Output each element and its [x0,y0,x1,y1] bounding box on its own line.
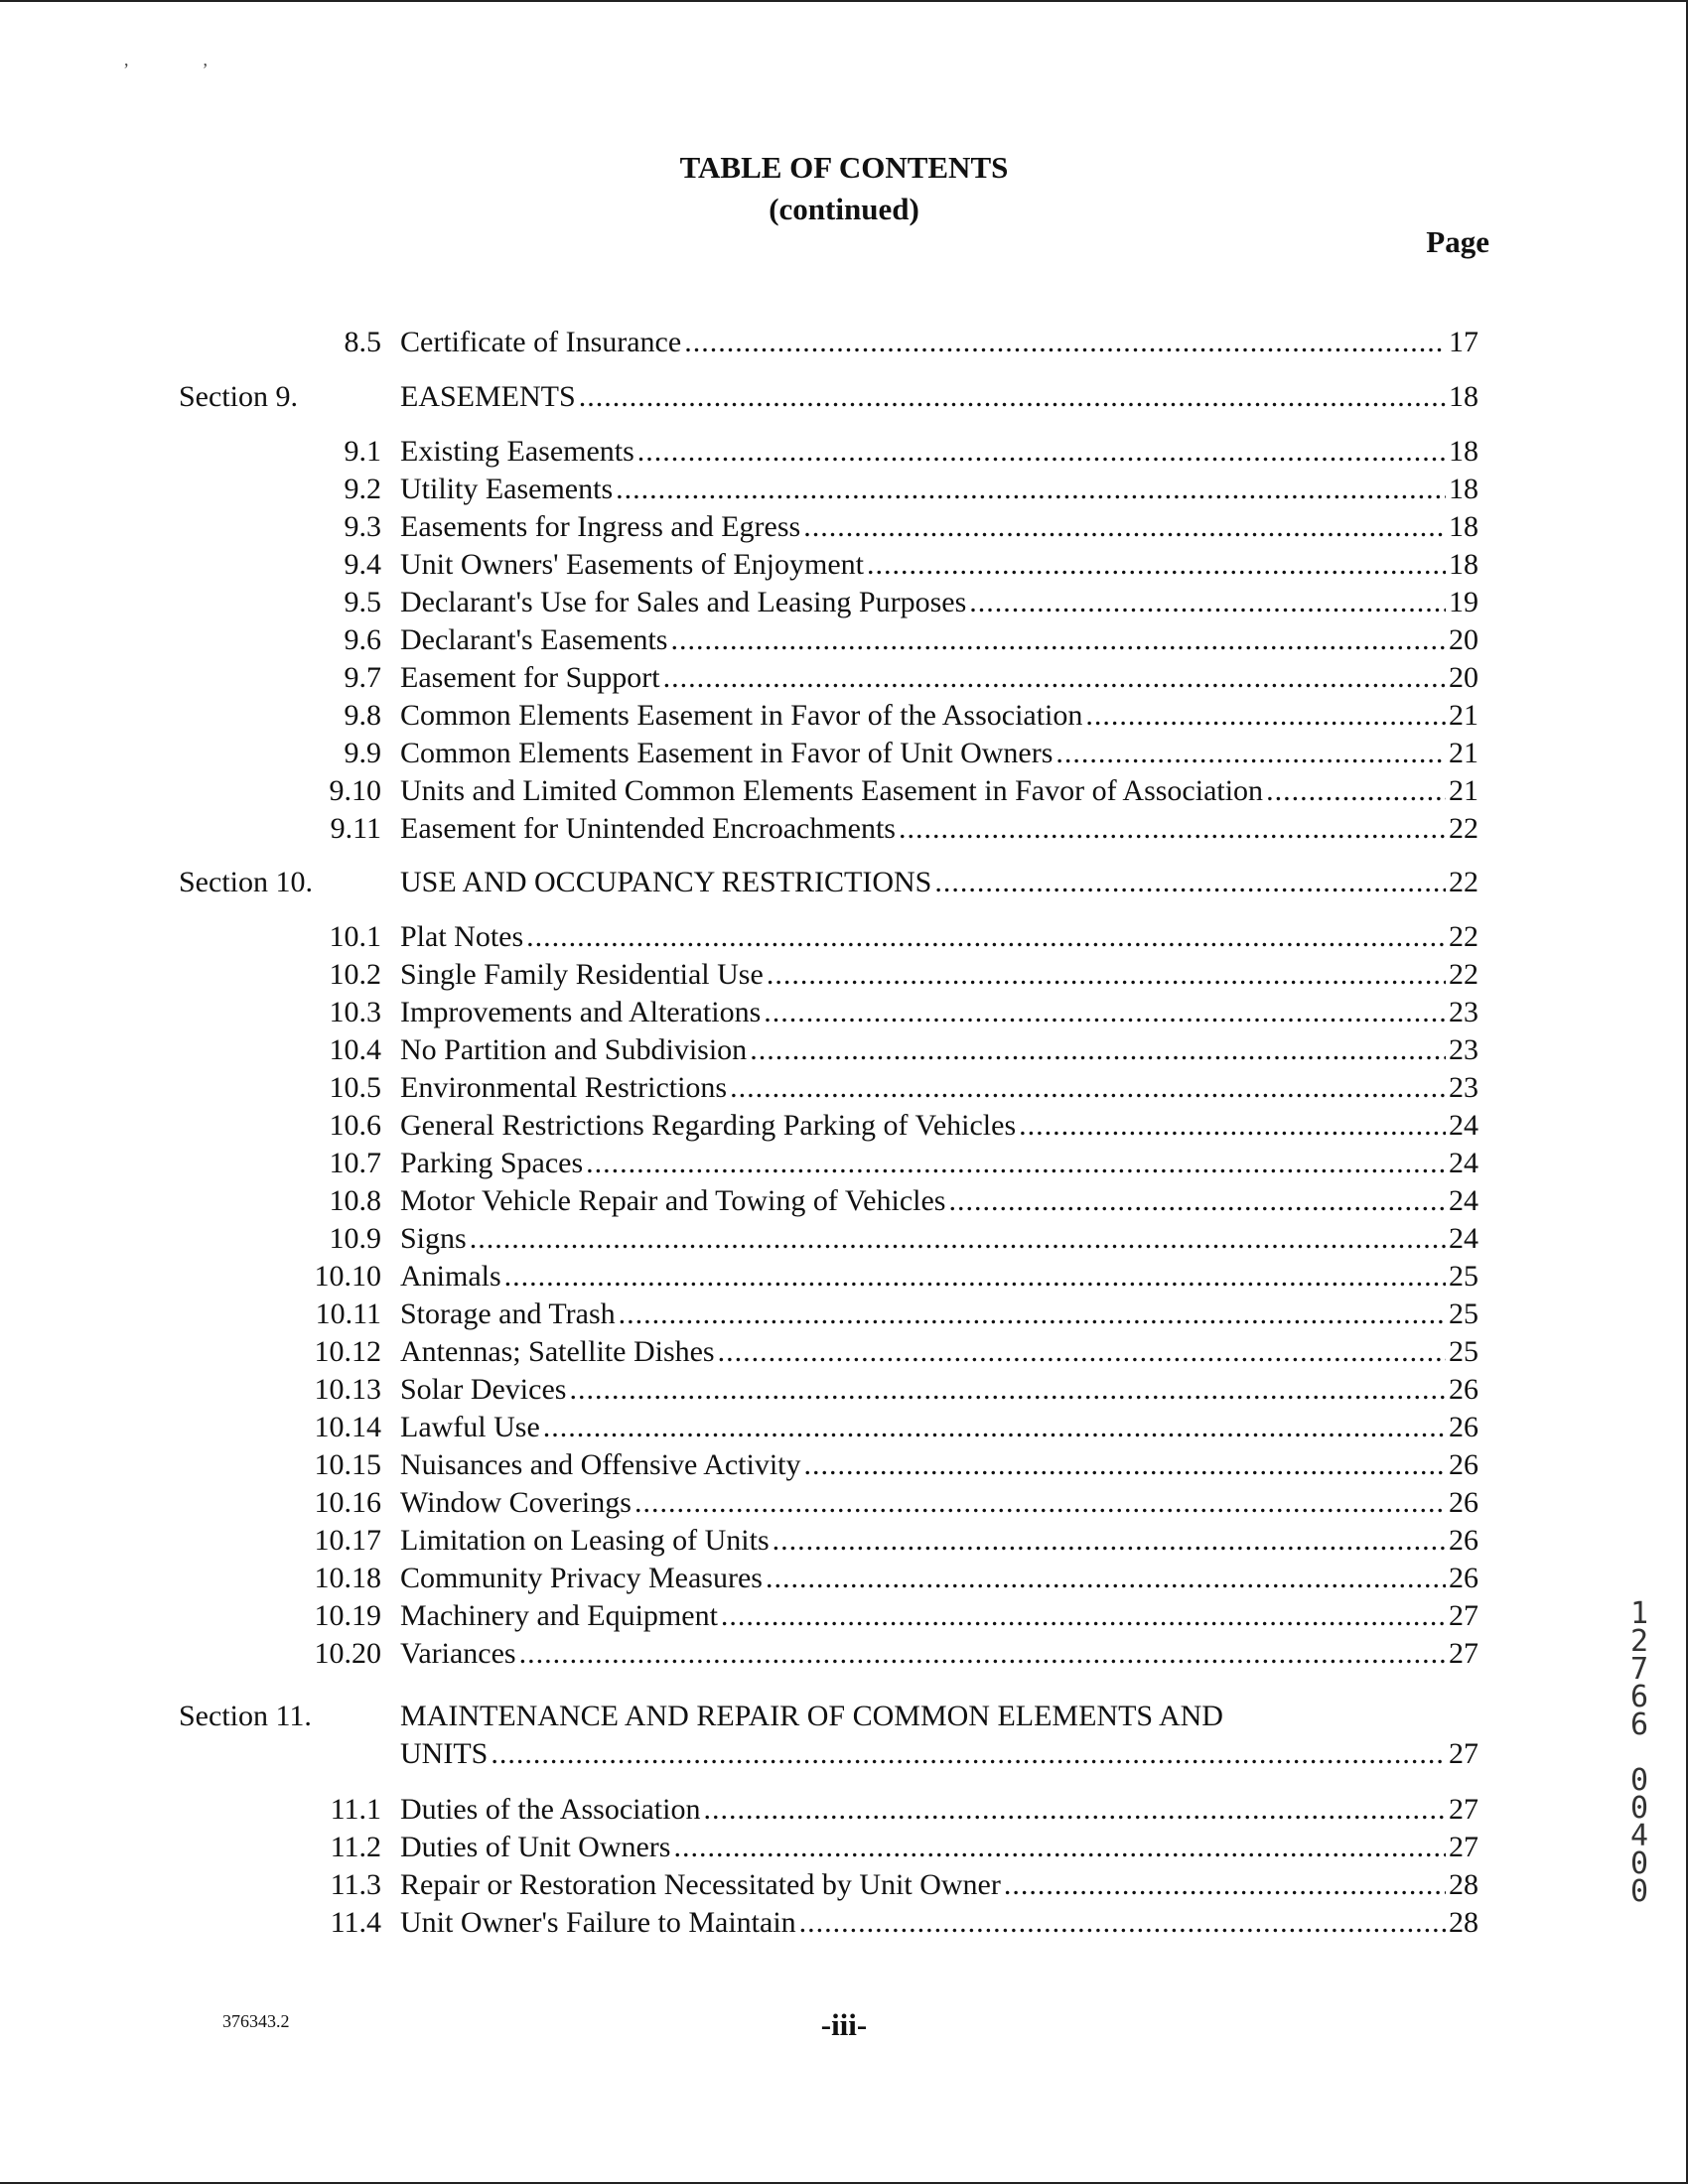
toc-entry-number: 9.6 [344,623,381,656]
toc-entry-title: Parking Spaces [400,1147,584,1179]
toc-entry [0,1700,1688,1777]
toc-entry-title: Solar Devices [400,1373,567,1406]
toc-entry-title: Easement for Unintended Encroachments [400,812,896,845]
dot-leader [703,1793,1446,1827]
toc-entry-number: 9.9 [344,737,381,769]
toc-entry-page: 18 [1449,548,1478,581]
toc-entry-page: 24 [1449,1109,1478,1142]
toc-entry-page: 21 [1449,699,1478,732]
dot-leader [799,1906,1446,1940]
toc-entry-title: UNITS [400,1737,489,1770]
toc-entry-page: 20 [1449,661,1478,694]
dot-leader [616,473,1446,506]
toc-entry-title: Repair or Restoration Necessitated by Unit Owner [400,1868,1001,1901]
toc-entry [0,1373,1688,1413]
toc-entry-number: 10.14 [314,1411,381,1443]
toc-entry-number: 9.5 [344,586,381,618]
toc-entry-number: 9.11 [330,812,381,845]
toc-entry-number: 10.16 [314,1486,381,1519]
dot-leader [637,435,1446,469]
toc-entry [0,812,1688,852]
toc-entry-title: USE AND OCCUPANCY RESTRICTIONS [400,866,932,898]
toc-entry-title: Limitation on Leasing of Units [400,1524,770,1557]
toc-entry-title: Unit Owners' Easements of Enjoyment [400,548,864,581]
toc-entry-number: 10.2 [329,958,381,991]
toc-entry-title: Storage and Trash [400,1297,616,1330]
dot-leader [934,866,1446,899]
toc-entry-page: 18 [1449,380,1478,413]
toc-entry-page: 26 [1449,1373,1478,1406]
dot-leader [969,586,1446,619]
dot-leader [899,812,1446,846]
dot-leader [766,1562,1446,1595]
dot-leader [718,1335,1446,1369]
toc-entry-title: General Restrictions Regarding Parking of Vehicles [400,1109,1017,1142]
toc-entry-number: 10.13 [314,1373,381,1406]
toc-entry-title: Antennas; Satellite Dishes [400,1335,715,1368]
toc-entry-number: 10.20 [314,1637,381,1670]
toc-entry [0,1411,1688,1450]
toc-entry [0,1524,1688,1564]
toc-entry [0,1222,1688,1262]
toc-entry-title: Duties of the Association [400,1793,701,1826]
dot-leader [1266,774,1446,808]
dot-leader [663,661,1446,695]
dot-leader [491,1737,1446,1771]
toc-entry-title: Common Elements Easement in Favor of Unit Owners [400,737,1054,769]
dot-leader [1004,1868,1446,1902]
toc-entry-page: 23 [1449,996,1478,1028]
toc-entry-number: 9.3 [344,510,381,543]
toc-entry-number: Section 10. [179,866,313,898]
toc-entry [0,510,1688,550]
toc-entry-page: 23 [1449,1033,1478,1066]
toc-entry-number: 10.5 [329,1071,381,1104]
toc-entry [0,1184,1688,1224]
toc-entry-title: Nuisances and Offensive Activity [400,1448,801,1481]
toc-entry-page: 24 [1449,1222,1478,1255]
dot-leader [504,1260,1446,1294]
toc-entry [0,866,1688,905]
document-id: 376343.2 [222,2011,290,2031]
toc-entry-number: 8.5 [344,326,381,358]
toc-entry [0,1906,1688,1946]
toc-entry [0,920,1688,960]
toc-entry [0,548,1688,588]
toc-entry-page: 26 [1449,1524,1478,1557]
page-column-header: Page [1426,224,1489,259]
toc-entry-page: 26 [1449,1562,1478,1594]
toc-entry-page: 22 [1449,958,1478,991]
toc-entry [0,326,1688,365]
toc-entry [0,1297,1688,1337]
page-number: -iii- [820,2007,868,2042]
toc-entry-number: 10.6 [329,1109,381,1142]
toc-entry-title: Declarant's Easements [400,623,668,656]
toc-entry-title: Environmental Restrictions [400,1071,728,1104]
stamp-line1: 12766 [1629,1596,1649,1742]
toc-entry-number: Section 9. [179,380,298,413]
toc-entry-page: 25 [1449,1297,1478,1330]
dot-leader [773,1524,1446,1558]
toc-entry-number: 10.3 [329,996,381,1028]
dot-leader [634,1486,1446,1520]
toc-entry-title: Lawful Use [400,1411,540,1443]
toc-entry [0,1033,1688,1073]
dot-leader [619,1297,1446,1331]
toc-entry-page: 27 [1449,1737,1478,1770]
toc-entry-page: 28 [1449,1906,1478,1939]
toc-entry-number: 10.9 [329,1222,381,1255]
dot-leader [673,1831,1446,1864]
toc-entry-page: 27 [1449,1637,1478,1670]
toc-entry-page: 22 [1449,866,1478,898]
dot-leader [579,380,1446,414]
toc-entry [0,435,1688,475]
toc-entry-page: 18 [1449,435,1478,468]
dot-leader [526,920,1446,954]
scan-specks: , , [124,50,208,69]
toc-entry [0,661,1688,701]
toc-entry [0,1599,1688,1639]
toc-entry-title: Existing Easements [400,435,634,468]
toc-entry [0,1147,1688,1186]
toc-entry [0,1448,1688,1488]
toc-entry-page: 17 [1449,326,1478,358]
toc-entry-title: Easements for Ingress and Egress [400,510,801,543]
toc-entry-number: 10.19 [314,1599,381,1632]
toc-entry-page: 18 [1449,510,1478,543]
toc-entry-title-line1: MAINTENANCE AND REPAIR OF COMMON ELEMENTS AND [400,1700,1223,1732]
toc-entry-page: 27 [1449,1599,1478,1632]
toc-entry-title: Easement for Support [400,661,660,694]
toc-entry [0,1793,1688,1833]
toc-entry-page: 26 [1449,1448,1478,1481]
toc-entry-number: 11.1 [330,1793,381,1826]
dot-leader [1055,737,1446,770]
toc-entry-number: 9.4 [344,548,381,581]
toc-entry-title: Single Family Residential Use [400,958,764,991]
toc-entry [0,1831,1688,1870]
page-title [0,147,1688,230]
dot-leader [803,510,1446,544]
toc-entry-number: 9.7 [344,661,381,694]
toc-entry-title: Unit Owner's Failure to Maintain [400,1906,796,1939]
toc-entry-page: 26 [1449,1411,1478,1443]
toc-entry-number: 9.8 [344,699,381,732]
toc-entry-title: Window Coverings [400,1486,632,1519]
toc-entry-page: 22 [1449,920,1478,953]
toc-entry-number: 11.2 [330,1831,381,1863]
toc-entry-title: Certificate of Insurance [400,326,682,358]
toc-entry-title: Improvements and Alterations [400,996,762,1028]
toc-entry-number: 10.10 [314,1260,381,1293]
toc-entry-page: 25 [1449,1260,1478,1293]
toc-entry-number: 10.4 [329,1033,381,1066]
toc-title: TABLE OF CONTENTS [679,150,1009,185]
dot-leader [804,1448,1446,1482]
toc-entry-title: Community Privacy Measures [400,1562,763,1594]
toc-entry-number: 10.1 [329,920,381,953]
toc-entry-page: 24 [1449,1147,1478,1179]
dot-leader [730,1071,1446,1105]
dot-leader [670,623,1446,657]
toc-entry [0,1868,1688,1908]
toc-entry [0,699,1688,739]
toc-entry-number: 9.10 [329,774,381,807]
dot-leader [948,1184,1446,1218]
toc-entry [0,737,1688,776]
toc-entry-page: 28 [1449,1868,1478,1901]
toc-entry-number: 11.4 [330,1906,381,1939]
toc-entry-title: Duties of Unit Owners [400,1831,671,1863]
toc-entry-title: Plat Notes [400,920,524,953]
toc-entry-title: Signs [400,1222,467,1255]
toc-entry-number: 11.3 [330,1868,381,1901]
toc-entry-number: 10.18 [314,1562,381,1594]
dot-leader [1019,1109,1446,1143]
dot-leader [767,958,1446,992]
toc-entry [0,1486,1688,1526]
dot-leader [470,1222,1446,1256]
toc-entry-title: Units and Limited Common Elements Easement in Favor of Association [400,774,1264,807]
toc-entry-number: 9.1 [344,435,381,468]
dot-leader [764,996,1446,1029]
toc-entry [0,586,1688,625]
toc-entry [0,623,1688,663]
toc-entry-title: Declarant's Use for Sales and Leasing Purposes [400,586,967,618]
dot-leader [586,1147,1446,1180]
toc-entry-page: 24 [1449,1184,1478,1217]
toc-entry-number: Section 11. [179,1700,312,1732]
dot-leader [750,1033,1446,1067]
dot-leader [867,548,1446,582]
toc-entry-page: 27 [1449,1831,1478,1863]
toc-entry-number: 10.7 [329,1147,381,1179]
toc-entry-number: 9.2 [344,473,381,505]
recording-stamp [1621,1596,1657,1909]
toc-entry [0,996,1688,1035]
toc-entry-page: 26 [1449,1486,1478,1519]
toc-entry [0,1637,1688,1677]
toc-entry [0,380,1688,420]
toc-entry [0,1260,1688,1299]
toc-entry-title: EASEMENTS [400,380,576,413]
dot-leader [684,326,1446,359]
toc-entry-number: 10.17 [314,1524,381,1557]
toc-entry-page: 18 [1449,473,1478,505]
toc-entry [0,1335,1688,1375]
toc-entry [0,774,1688,814]
toc-entry-title: Machinery and Equipment [400,1599,718,1632]
dot-leader [721,1599,1446,1633]
toc-entry-number: 10.15 [314,1448,381,1481]
toc-entry-page: 23 [1449,1071,1478,1104]
toc-entry-title: No Partition and Subdivision [400,1033,748,1066]
toc-entry-page: 19 [1449,586,1478,618]
toc-entry-title: Variances [400,1637,516,1670]
stamp-line2: 00400 [1629,1763,1649,1909]
toc-entry [0,1562,1688,1601]
dot-leader [519,1637,1446,1671]
toc-entry-page: 27 [1449,1793,1478,1826]
toc-entry [0,958,1688,998]
toc-entry [0,1071,1688,1111]
toc-entry-title: Common Elements Easement in Favor of the Association [400,699,1083,732]
toc-entry-page: 21 [1449,737,1478,769]
toc-entry-page: 25 [1449,1335,1478,1368]
toc-entry-page: 20 [1449,623,1478,656]
toc-subtitle: (continued) [769,192,919,226]
dot-leader [569,1373,1446,1407]
dot-leader [543,1411,1446,1444]
toc-entry-page: 22 [1449,812,1478,845]
dot-leader [1085,699,1446,733]
toc-entry [0,1109,1688,1149]
toc-entry [0,473,1688,512]
toc-entry-title: Motor Vehicle Repair and Towing of Vehicles [400,1184,946,1217]
toc-entry-number: 10.8 [329,1184,381,1217]
toc-entry-number: 10.11 [315,1297,381,1330]
toc-entry-page: 21 [1449,774,1478,807]
toc-entry-title: Animals [400,1260,501,1293]
toc-entry-number: 10.12 [314,1335,381,1368]
toc-entry-title: Utility Easements [400,473,614,505]
